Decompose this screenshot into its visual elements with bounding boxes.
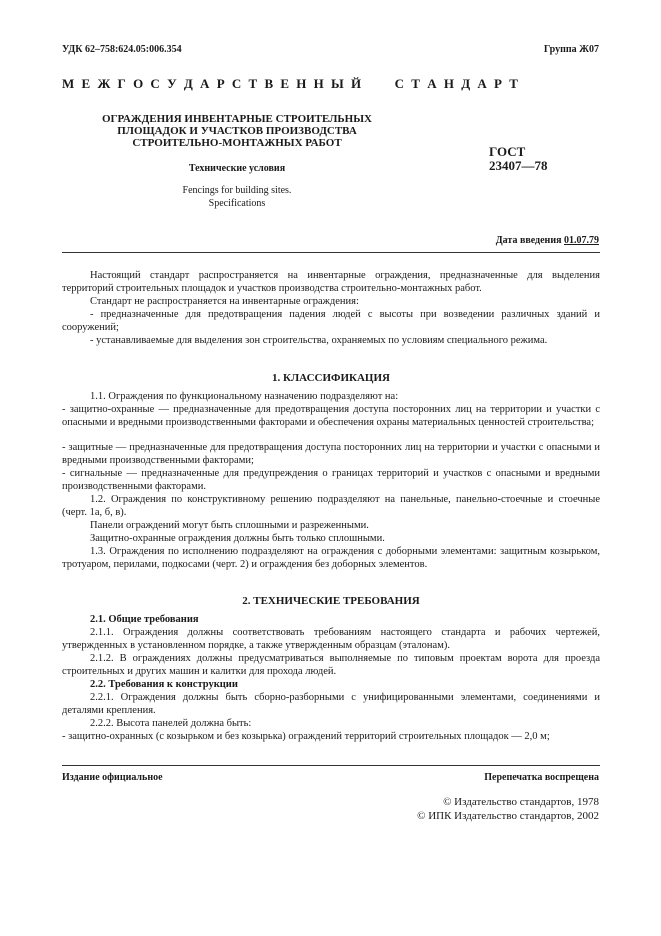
paragraph-2-2-1: 2.2.1. Ограждения должны быть сборно-разборными с унифицированными элементами, соединениями и деталями крепления. [62,692,600,716]
paragraph-2-1-1: 2.1.1. Ограждения должны соответствовать требованиям настоящего стандарта и рабочих чертежей, утвержденных в установленном порядке, а также утвержденным образцам (эталонам). [62,627,600,651]
paragraph-exclusions: Стандарт не распространяется на инвентарные ограждения: [90,296,359,307]
title-line-3: СТРОИТЕЛЬНО-МОНТАЖНЫХ РАБОТ [132,137,342,149]
section-2-title: 2. ТЕХНИЧЕСКИЕ ТРЕБОВАНИЯ [242,595,420,607]
paragraph-1-3: 1.3. Ограждения по исполнению подразделяют на ограждения с доборными элементами: защитным козырьком, тротуаром, перилами, подкосами (черт. 2) и ограждения без доборных элементов. [62,546,600,570]
intro-date-label: Дата введения [495,235,562,246]
standard-banner: М Е Ж Г О С У Д А Р С Т В Е Н Н Ы Й С Т А Н Д А Р Т [62,76,520,91]
gost-label: ГОСТ [489,144,526,159]
section-1-title: 1. КЛАССИФИКАЦИЯ [272,372,390,384]
subsection-2-1-title: 2.1. Общие требования [90,614,199,625]
english-title-line-1: Fencings for building sites. [182,185,292,196]
doc-title [62,113,412,149]
paragraph-2-2-2: 2.2.2. Высота панелей должна быть: [90,718,252,729]
subsection-2-2-title: 2.2. Требования к конструкции [90,679,238,690]
paragraph-2-1-2: 2.1.2. В ограждениях должны предусматриваться выполняемые по типовым проектам ворота для проезда строительных и других машин и калитки для прохода людей. [62,653,600,677]
title-line-2: ПЛОЩАДОК И УЧАСТКОВ ПРОИЗВОДСТВА [117,125,357,137]
paragraph-1-1-c: - сигнальные — предназначенные для предупреждения о границах территорий и участков с опасными и вредными производственными факторами. [62,468,600,492]
copyright-2002: © ИПК Издательство стандартов, 2002 [417,810,599,822]
top-rule [62,252,600,253]
bottom-rule [62,765,600,766]
gost-designation [489,145,548,173]
paragraph-exclusion-2: - устанавливаемые для выделения зон строительства, охраняемых по условиям специального режима. [90,335,548,346]
title-line-1: ОГРАЖДЕНИЯ ИНВЕНТАРНЫЕ СТРОИТЕЛЬНЫХ [102,113,372,125]
gost-number: 23407—78 [489,158,548,173]
english-title [62,184,412,210]
official-edition: Издание официальное [62,772,163,783]
paragraph-1-2-solid: Защитно-охранные ограждения должны быть только сплошными. [90,533,385,544]
intro-date [496,235,599,246]
doc-subtitle: Технические условия [188,163,286,174]
copyright-1978: © Издательство стандартов, 1978 [443,796,599,808]
paragraph-2-2-2-a: - защитно-охранных (с козырьком и без козырька) ограждений территорий строительных площадок — 2,0 м; [62,731,550,742]
reprint-notice: Перепечатка воспрещена [484,772,599,783]
paragraph-1-2: 1.2. Ограждения по конструктивному решению подразделяют на панельные, панельно-стоечные и стоечные (черт. 1а, б, в). [62,494,600,518]
paragraph-1-1: 1.1. Ограждения по функциональному назначению подразделяют на: [90,391,399,402]
english-title-line-2: Specifications [208,198,266,209]
paragraph-1-2-panels: Панели ограждений могут быть сплошными и разреженными. [90,520,369,531]
paragraph-exclusion-1: - предназначенные для предотвращения падения людей с высоты при возведении различных зданий и сооружений; [62,309,600,333]
udk-code: УДК 62–758:624.05:006.354 [62,44,182,55]
intro-date-value: 01.07.79 [564,235,599,246]
group-code: Группа Ж07 [543,44,599,55]
paragraph-scope: Настоящий стандарт распространяется на инвентарные ограждения, предназначенные для выделения территорий строительных площадок и участков производства строительно-монтажных работ. [62,270,600,294]
paragraph-1-1-b: - защитные — предназначенные для предотвращения доступа посторонних лиц на территории и участки с опасными и вредными производственными факторами; [62,442,600,466]
paragraph-1-1-a: - защитно-охранные — предназначенные для предотвращения доступа посторонних лиц на территории и участки с опасными и вредными производственными факторами и обеспечения охраны материальных ценностей строительства; [62,404,600,428]
